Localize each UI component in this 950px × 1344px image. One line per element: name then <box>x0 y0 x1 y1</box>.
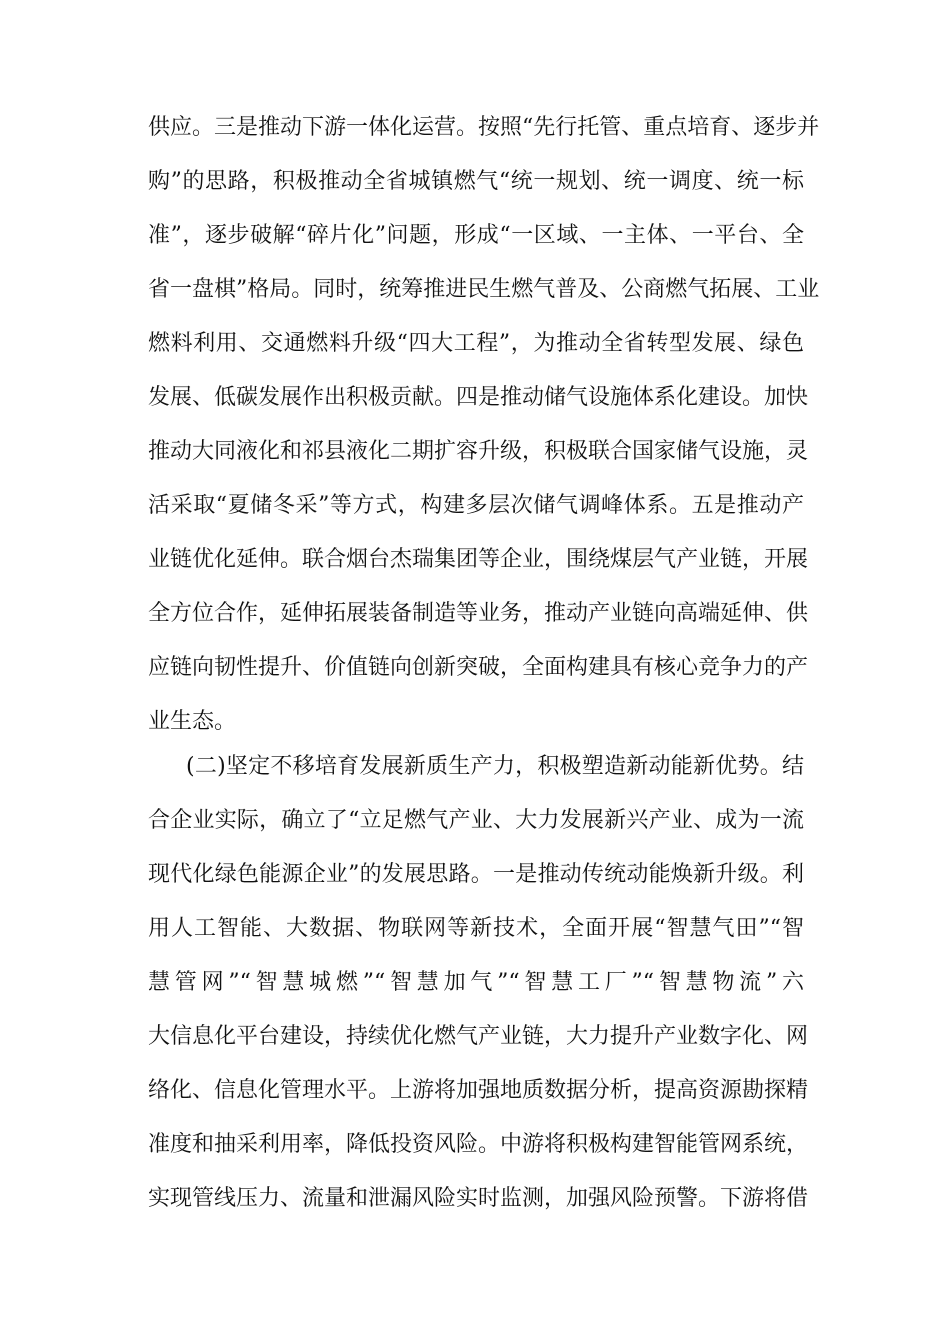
text-line: 现代化绿色能源企业”的发展思路。一是推动传统动能焕新升级。利 <box>148 862 804 887</box>
text-line: 业链优化延伸。联合烟台杰瑞集团等企业，围绕煤层气产业链，开展 <box>148 547 809 572</box>
paragraph-2 <box>148 740 809 1226</box>
text-line: 应链向韧性提升、价值链向创新突破，全面构建具有核心竞争力的产 <box>148 655 809 680</box>
text-line: 准度和抽采利用率，降低投资风险。中游将积极构建智能管网系统， <box>148 1132 809 1157</box>
text-line: 活采取“夏储冬采”等方式，构建多层次储气调峰体系。五是推动产 <box>148 493 804 518</box>
text-line: 实现管线压力、流量和泄漏风险实时监测，加强风险预警。下游将借 <box>148 1186 809 1211</box>
text-line: 络化、信息化管理水平。上游将加强地质数据分析，提高资源勘探精 <box>148 1078 809 1103</box>
text-line: 推动大同液化和祁县液化二期扩容升级，积极联合国家储气设施，灵 <box>148 439 809 464</box>
text-line: 合企业实际，确立了“立足燃气产业、大力发展新兴产业、成为一流 <box>148 808 804 833</box>
text-line: 燃料利用、交通燃料升级“四大工程”，为推动全省转型发展、绿色 <box>148 331 804 356</box>
text-line: 全方位合作，延伸拓展装备制造等业务，推动产业链向高端延伸、供 <box>148 601 809 626</box>
text-line: 省一盘棋”格局。同时，统筹推进民生燃气普及、公商燃气拓展、工业 <box>148 277 820 302</box>
text-line: 购”的思路，积极推动全省城镇燃气“统一规划、统一调度、统一标 <box>148 169 804 194</box>
text-line: 发展、低碳发展作出积极贡献。四是推动储气设施体系化建设。加快 <box>148 385 809 410</box>
text-line: (二)坚定不移培育发展新质生产力，积极塑造新动能新优势。结 <box>186 754 804 779</box>
paragraph-1 <box>148 101 820 749</box>
text-line: 慧管网”“智慧城燃”“智慧加气”“智慧工厂”“智慧物流”六 <box>148 970 804 995</box>
text-line: 准”，逐步破解“碎片化”问题，形成“一区域、一主体、一平台、全 <box>148 223 804 248</box>
text-line: 用人工智能、大数据、物联网等新技术，全面开展“智慧气田”“智 <box>148 916 804 941</box>
text-line: 供应。三是推动下游一体化运营。按照“先行托管、重点培育、逐步并 <box>148 115 820 140</box>
text-line: 业生态。 <box>148 709 237 734</box>
text-line: 大信息化平台建设，持续优化燃气产业链，大力提升产业数字化、网 <box>148 1024 809 1049</box>
